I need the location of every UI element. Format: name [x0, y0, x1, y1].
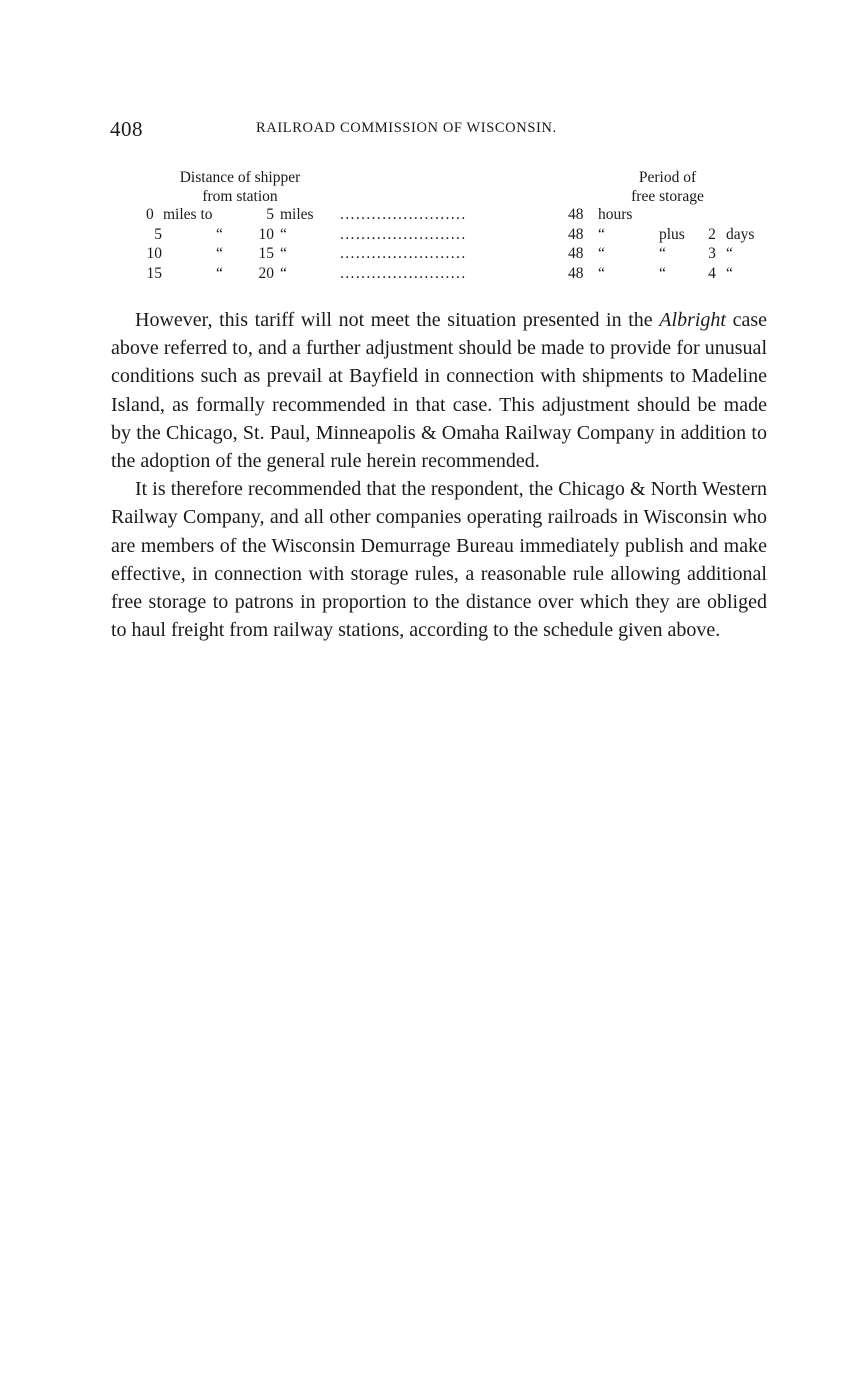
hours-unit: “	[598, 264, 605, 282]
dot-leader: ........................	[340, 206, 467, 223]
distance-to: 5	[266, 206, 274, 223]
distance-to: 10	[258, 225, 274, 243]
distance-from: 15	[146, 264, 162, 282]
period-column-header	[610, 169, 725, 206]
plus-label: “	[659, 264, 666, 282]
dot-leader: ........................	[340, 225, 467, 243]
table-row	[140, 206, 780, 226]
hours-unit: hours	[598, 206, 633, 223]
table-row	[140, 265, 780, 285]
plus-label: “	[659, 245, 666, 262]
distance-header-line-1: Distance of shipper	[179, 169, 301, 186]
distance-unit: “	[280, 245, 287, 262]
period-header-line-1: Period of	[638, 169, 697, 186]
paragraph-recommendation: It is therefore recommended that the respondent, the Chicago & North Western Railway Company, and all other companies operating railroads in Wisconsin who are members of the Wisconsin Demurrage Bureau immediately publish and make effective, in connection with storage rules, a reasonable rule allowing additional free storage to patrons in proportion to the distance over which they are obliged to haul freight from railway stations, according to the schedule given above.	[111, 478, 767, 642]
case-name-italic: Albright	[659, 309, 726, 331]
table-row	[140, 245, 780, 265]
hours-unit: “	[598, 245, 605, 262]
paragraph-text: case above referred to, and a further adjustment should be made to provide for unusual conditions such as prevail at Bayfield in connection with shipments to Madeline Island, as formally recommended in that case. This adjustment should be made by the Chicago, St. Paul, Minneapolis & Omaha Railway Company in addition to the adoption of the general rule herein recommended.	[111, 309, 768, 473]
dot-leader: ........................	[340, 264, 467, 282]
ditto-mark: “	[216, 245, 223, 262]
distance-unit: “	[280, 225, 287, 243]
body-text	[111, 306, 767, 644]
period-header-line-2: free storage	[631, 187, 704, 205]
table-rows	[140, 206, 780, 284]
extra-days: 4	[708, 264, 716, 282]
distance-unit: “	[280, 264, 287, 282]
free-hours: 48	[568, 264, 584, 282]
distance-to: 15	[258, 245, 274, 262]
distance-to: 20	[258, 264, 274, 282]
dot-leader: ........................	[340, 245, 467, 262]
days-unit: days	[726, 225, 755, 243]
days-unit: “	[726, 264, 733, 282]
running-head: RAILROAD COMMISSION OF WISCONSIN.	[256, 120, 557, 136]
hours-unit: “	[598, 225, 605, 243]
extra-days: 2	[708, 225, 716, 243]
days-unit: “	[726, 245, 733, 262]
distance-header-line-2: from station	[202, 187, 278, 205]
page-number: 408	[110, 117, 143, 141]
table-row	[140, 226, 780, 246]
free-hours: 48	[568, 206, 584, 223]
distance-column-header	[150, 169, 330, 206]
plus-label: plus	[659, 225, 685, 243]
paragraph-albright-case	[111, 306, 767, 475]
ditto-mark: “	[216, 264, 223, 282]
distance-from: 0	[146, 206, 154, 223]
distance-to-word: miles to	[163, 206, 213, 223]
paragraph-text: However, this tariff will not meet the situation presented in the	[135, 309, 653, 331]
extra-days: 3	[708, 245, 716, 262]
free-hours: 48	[568, 245, 584, 262]
ditto-mark: “	[216, 225, 223, 243]
distance-unit: miles	[280, 206, 314, 223]
free-hours: 48	[568, 225, 584, 243]
distance-from: 5	[154, 225, 162, 243]
distance-from: 10	[146, 245, 162, 262]
